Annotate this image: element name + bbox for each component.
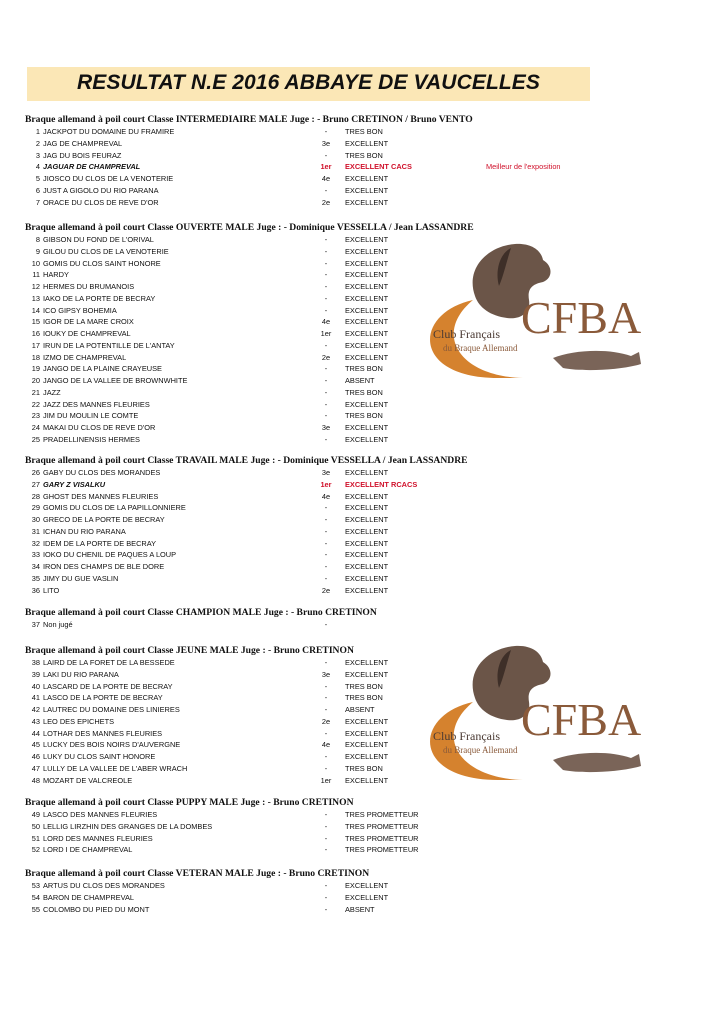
qualification: EXCELLENT (345, 881, 389, 890)
placement: - (324, 235, 328, 244)
result-row (0, 503, 725, 515)
entry-number: 6 (35, 185, 40, 195)
placement: - (324, 705, 328, 714)
qualification: TRES BON (345, 693, 383, 703)
entry-number: 35 (31, 573, 40, 583)
result-row (0, 905, 725, 917)
placement: - (324, 150, 328, 160)
entry-number: 11 (32, 270, 40, 280)
qualification: ABSENT (345, 705, 375, 714)
qualification: TRES BON (345, 411, 383, 421)
entry-number: 7 (35, 197, 40, 207)
dog-name: LORD DES MANNES FLEURIES (43, 833, 153, 843)
entry-number: 39 (31, 669, 40, 679)
result-row (0, 834, 725, 846)
result-row (0, 411, 725, 423)
dog-name: JAG DE CHAMPREVAL (43, 138, 123, 148)
placement: - (324, 562, 328, 571)
entry-number: 27 (31, 479, 40, 489)
placement: - (324, 526, 328, 536)
placement: - (324, 810, 328, 819)
placement: - (324, 658, 328, 667)
qualification: EXCELLENT (345, 585, 389, 595)
entry-number: 24 (31, 423, 40, 432)
qualification: EXCELLENT (345, 317, 389, 327)
qualification: EXCELLENT (345, 246, 389, 256)
qualification: EXCELLENT (345, 573, 389, 583)
entry-number: 36 (31, 585, 40, 595)
dog-name: LASCARD DE LA PORTE DE BECRAY (43, 681, 173, 691)
result-row (0, 174, 725, 186)
placement: - (324, 515, 328, 524)
entry-number: 47 (31, 763, 40, 773)
dog-name: IRON DES CHAMPS DE BLE DORE (43, 562, 165, 571)
result-row (0, 162, 725, 174)
placement: 1er (320, 329, 332, 338)
qualification: EXCELLENT (345, 752, 389, 761)
logo2-line1: Club Français (433, 729, 500, 743)
entry-number: 18 (31, 352, 40, 362)
section-heading: Braque allemand à poil court Classe OUVERTE MALE Juge : - Dominique VESSELLA / Jean LASSANDRE (25, 222, 474, 233)
dog-name: LEO DES EPICHETS (43, 716, 115, 726)
placement: - (324, 434, 328, 444)
award-note: Meilleur de l'exposition (486, 162, 561, 172)
entry-number: 4 (35, 162, 40, 172)
entry-number: 28 (31, 491, 40, 501)
entry-number: 2 (35, 138, 40, 148)
dog-name: LASCO DE LA PORTE DE BECRAY (43, 693, 163, 703)
result-row (0, 574, 725, 586)
placement: 1er (320, 162, 332, 172)
result-row (0, 468, 725, 480)
placement: 4e (321, 174, 331, 183)
section-heading: Braque allemand à poil court Classe TRAVAIL MALE Juge : - Dominique VESSELLA / Jean LASSANDRE (25, 455, 468, 466)
entry-number: 22 (31, 399, 40, 409)
dog-name: GIBSON DU FOND DE L'ORIVAL (43, 235, 154, 244)
entry-number: 33 (31, 550, 40, 560)
dog-name: GOMIS DU CLOS SAINT HONORE (43, 258, 161, 268)
placement: - (324, 821, 328, 831)
placement: 4e (321, 491, 331, 501)
qualification: ABSENT (345, 904, 375, 914)
section-heading: Braque allemand à poil court Classe INTERMEDIAIRE MALE Juge : - Bruno CRETINON / Bruno VENTO (25, 114, 473, 125)
dog-name: JAG DU BOIS FEURAZ (43, 150, 122, 160)
placement: - (324, 282, 328, 291)
result-row (0, 400, 725, 412)
placement: 4e (321, 740, 331, 750)
qualification: EXCELLENT (345, 515, 389, 524)
entry-number: 50 (31, 821, 40, 831)
placement: - (324, 904, 328, 914)
dog-name: LASCO DES MANNES FLEURIES (43, 810, 158, 819)
placement: - (324, 833, 328, 843)
qualification: EXCELLENT (345, 340, 389, 350)
entry-number: 8 (35, 235, 40, 244)
entry-number: 54 (31, 892, 40, 902)
qualification: EXCELLENT (345, 235, 389, 244)
qualification: EXCELLENT (345, 658, 389, 667)
placement: - (324, 127, 328, 136)
result-row (0, 527, 725, 539)
qualification: EXCELLENT (345, 174, 389, 183)
entry-number: 51 (31, 833, 40, 843)
placement: 4e (321, 317, 331, 327)
qualification: EXCELLENT (345, 669, 389, 679)
qualification: TRES BON (345, 387, 383, 397)
placement: - (324, 752, 328, 761)
qualification: TRES BON (345, 127, 383, 136)
entry-number: 23 (31, 411, 40, 421)
qualification: EXCELLENT (345, 550, 389, 560)
dog-name: BARON DE CHAMPREVAL (43, 892, 135, 902)
qualification: EXCELLENT (345, 329, 389, 338)
qualification: TRES BON (345, 364, 383, 374)
placement: - (324, 293, 328, 303)
placement: - (324, 763, 328, 773)
qualification: TRES BON (345, 763, 383, 773)
placement: 2e (321, 585, 331, 595)
logo2-line2: du Braque Allemand (443, 745, 518, 755)
qualification: EXCELLENT (345, 728, 389, 738)
entry-number: 29 (31, 503, 40, 513)
qualification: EXCELLENT (345, 423, 389, 432)
section-heading: Braque allemand à poil court Classe PUPPY MALE Juge : - Bruno CRETINON (25, 797, 354, 808)
qualification: EXCELLENT (345, 716, 389, 726)
qualification: EXCELLENT (345, 538, 389, 548)
dog-name: GILOU DU CLOS DE LA VENOTERIE (43, 246, 169, 256)
dog-name: MOZART DE VALCREOLE (43, 775, 133, 785)
entry-number: 10 (31, 258, 40, 268)
placement: 3e (321, 468, 331, 477)
placement: - (324, 185, 328, 195)
placement: - (324, 411, 328, 421)
placement: - (324, 340, 328, 350)
dog-name: IZMO DE CHAMPREVAL (43, 352, 127, 362)
dog-name: Non jugé (43, 620, 73, 629)
qualification: EXCELLENT (345, 305, 389, 315)
placement: 1er (320, 775, 332, 785)
placement: - (324, 399, 328, 409)
placement: 1er (320, 479, 332, 489)
qualification: EXCELLENT (345, 197, 389, 207)
dog-name: ICHAN DU RIO PARANA (43, 526, 126, 536)
qualification: TRES PROMETTEUR (345, 810, 419, 819)
dog-name: ARTUS DU CLOS DES MORANDES (43, 881, 165, 890)
placement: - (324, 728, 328, 738)
entry-number: 3 (35, 150, 40, 160)
qualification: TRES PROMETTEUR (345, 821, 419, 831)
result-row (0, 810, 725, 822)
dog-name: ORACE DU CLOS DE REVE D'OR (43, 197, 159, 207)
entry-number: 19 (31, 364, 40, 374)
result-row (0, 388, 725, 400)
entry-number: 42 (31, 705, 40, 714)
dog-name: GRECO DE LA PORTE DE BECRAY (43, 515, 165, 524)
qualification: EXCELLENT (345, 892, 389, 902)
qualification: TRES BON (345, 681, 383, 691)
placement: - (324, 376, 328, 385)
dog-name: JIM DU MOULIN LE COMTE (43, 411, 139, 421)
qualification: EXCELLENT (345, 775, 389, 785)
placement: 3e (321, 138, 331, 148)
cfba-logo-secondary (403, 640, 663, 790)
dog-name: JIOSCO DU CLOS DE LA VENOTERIE (43, 174, 174, 183)
entry-number: 1 (35, 127, 40, 136)
result-row (0, 515, 725, 527)
qualification: EXCELLENT (345, 503, 389, 513)
qualification: EXCELLENT (345, 434, 389, 444)
result-row (0, 198, 725, 210)
dog-name: LITO (43, 585, 60, 595)
result-row (0, 480, 725, 492)
placement: 2e (321, 197, 331, 207)
entry-number: 40 (31, 681, 40, 691)
dog-name: LULLY DE LA VALLEE DE L'ABER WRACH (43, 763, 188, 773)
dog-name: JAZZ DES MANNES FLEURIES (43, 399, 150, 409)
dog-name: JAGUAR DE CHAMPREVAL (43, 162, 141, 172)
result-row (0, 881, 725, 893)
placement: - (324, 364, 328, 374)
dog-name: IGOR DE LA MARE CROIX (43, 317, 134, 327)
entry-number: 9 (35, 246, 40, 256)
dog-name: LORD I DE CHAMPREVAL (43, 845, 133, 855)
placement: 2e (321, 352, 331, 362)
page-title: RESULTAT N.E 2016 ABBAYE DE VAUCELLES (76, 71, 541, 94)
entry-number: 55 (31, 904, 40, 914)
dog-name: COLOMBO DU PIED DU MONT (43, 904, 150, 914)
entry-number: 46 (31, 752, 40, 761)
placement: 3e (321, 423, 331, 432)
entry-number: 17 (31, 340, 40, 350)
dog-name: ICO GIPSY BOHEMIA (43, 305, 117, 315)
entry-number: 52 (31, 845, 40, 855)
result-row (0, 423, 725, 435)
dog-name: IAKO DE LA PORTE DE BECRAY (43, 293, 156, 303)
dog-name: LAKI DU RIO PARANA (43, 669, 119, 679)
dog-name: LAIRD DE LA FORET DE LA BESSEDE (43, 658, 175, 667)
result-row (0, 586, 725, 598)
dog-name: LOTHAR DES MANNES FLEURIES (43, 728, 163, 738)
placement: - (324, 681, 328, 691)
dog-name: PRADELLINENSIS HERMES (43, 434, 140, 444)
placement: 2e (321, 716, 331, 726)
dog-name: HERMES DU BRUMANOIS (43, 282, 135, 291)
qualification: TRES BON (345, 150, 383, 160)
dog-name: MAKAI DU CLOS DE REVE D'OR (43, 423, 156, 432)
qualification: TRES PROMETTEUR (345, 833, 419, 843)
placement: - (324, 387, 328, 397)
dog-name: LAUTREC DU DOMAINE DES LINIERES (43, 705, 180, 714)
qualification: EXCELLENT (345, 526, 389, 536)
dog-name: LUKY DU CLOS SAINT HONORE (43, 752, 156, 761)
entry-number: 30 (31, 515, 40, 524)
section-heading: Braque allemand à poil court Classe CHAMPION MALE Juge : - Bruno CRETINON (25, 607, 377, 618)
entry-number: 49 (31, 810, 40, 819)
result-row (0, 620, 725, 632)
placement: - (324, 270, 328, 280)
placement: - (324, 881, 328, 890)
dog-name: IOKO DU CHENIL DE PAQUES A LOUP (43, 550, 177, 560)
result-row (0, 550, 725, 562)
dog-name: GARY Z VISALKU (43, 479, 106, 489)
qualification: EXCELLENT RCACS (345, 479, 418, 489)
section-heading: Braque allemand à poil court Classe JEUNE MALE Juge : - Bruno CRETINON (25, 645, 354, 656)
entry-number: 21 (31, 387, 40, 397)
result-row (0, 845, 725, 857)
placement: - (324, 503, 328, 513)
entry-number: 13 (31, 293, 40, 303)
result-row (0, 186, 725, 198)
placement: - (324, 246, 328, 256)
entry-number: 37 (31, 620, 40, 629)
dog-name: GABY DU CLOS DES MORANDES (43, 468, 161, 477)
result-row (0, 492, 725, 504)
entry-number: 14 (31, 305, 40, 315)
qualification: EXCELLENT CACS (345, 162, 412, 172)
qualification: EXCELLENT (345, 562, 389, 571)
qualification: TRES PROMETTEUR (345, 845, 419, 855)
entry-number: 5 (35, 174, 40, 183)
entry-number: 15 (31, 317, 40, 327)
cfba-logo (403, 238, 663, 388)
entry-number: 48 (31, 775, 40, 785)
result-row (0, 822, 725, 834)
result-row (0, 562, 725, 574)
result-row (0, 127, 725, 139)
entry-number: 38 (31, 658, 40, 667)
logo-line1: Club Français (433, 327, 500, 341)
placement: - (324, 620, 328, 629)
result-row (0, 539, 725, 551)
qualification: EXCELLENT (345, 185, 389, 195)
placement: - (324, 538, 328, 548)
dog-name: JANGO DE LA PLAINE CRAYEUSE (43, 364, 162, 374)
dog-name: GOMIS DU CLOS DE LA PAPILLONNIERE (43, 503, 186, 513)
qualification: EXCELLENT (345, 282, 389, 291)
entry-number: 25 (31, 434, 40, 444)
qualification: EXCELLENT (345, 138, 389, 148)
dog-name: JUST A GIGOLO DU RIO PARANA (43, 185, 159, 195)
entry-number: 53 (31, 881, 40, 890)
dog-name: JACKPOT DU DOMAINE DU FRAMIRE (43, 127, 175, 136)
entry-number: 44 (31, 728, 40, 738)
entry-number: 26 (31, 468, 40, 477)
dog-name: IRUN DE LA POTENTILLE DE L'ANTAY (43, 340, 175, 350)
entry-number: 45 (31, 740, 40, 750)
dog-name: IDEM DE LA PORTE DE BECRAY (43, 538, 157, 548)
entry-number: 34 (31, 562, 40, 571)
dog-name: HARDY (43, 270, 69, 280)
entry-number: 41 (31, 693, 40, 703)
qualification: EXCELLENT (345, 258, 389, 268)
qualification: EXCELLENT (345, 352, 389, 362)
title-band (27, 67, 590, 101)
dog-name: LELLIG LIRZHIN DES GRANGES DE LA DOMBES (43, 821, 213, 831)
placement: - (324, 258, 328, 268)
section-heading: Braque allemand à poil court Classe VETERAN MALE Juge : - Bruno CRETINON (25, 868, 370, 879)
qualification: EXCELLENT (345, 740, 389, 750)
dog-name: JIMY DU GUE VASLIN (43, 573, 119, 583)
entry-number: 32 (31, 538, 40, 548)
placement: - (324, 573, 328, 583)
entry-number: 31 (31, 526, 40, 536)
qualification: EXCELLENT (345, 293, 389, 303)
entry-number: 20 (31, 376, 40, 385)
qualification: EXCELLENT (345, 468, 389, 477)
qualification: EXCELLENT (345, 399, 389, 409)
placement: - (324, 892, 328, 902)
dog-name: IOUKY DE CHAMPREVAL (43, 329, 131, 338)
placement: - (324, 693, 328, 703)
entry-number: 12 (31, 282, 40, 291)
placement: 3e (321, 669, 331, 679)
cfba-logo-secondary-graphic (403, 640, 663, 790)
qualification: EXCELLENT (345, 270, 389, 280)
logo2-main-text: CFBA (521, 694, 642, 745)
logo-main-text: CFBA (521, 292, 642, 343)
placement: - (324, 305, 328, 315)
qualification: ABSENT (345, 376, 375, 385)
placement: - (324, 550, 328, 560)
result-row (0, 435, 725, 447)
entry-number: 16 (31, 329, 40, 338)
result-row (0, 139, 725, 151)
dog-name: JANGO DE LA VALLEE DE BROWNWHITE (43, 376, 188, 385)
logo-line2: du Braque Allemand (443, 343, 518, 353)
qualification: EXCELLENT (345, 491, 389, 501)
dog-name: GHOST DES MANNES FLEURIES (43, 491, 159, 501)
result-row (0, 151, 725, 163)
placement: - (324, 845, 328, 855)
result-row (0, 893, 725, 905)
dog-name: JAZZ (43, 387, 61, 397)
dog-name: LUCKY DES BOIS NOIRS D'AUVERGNE (43, 740, 181, 750)
cfba-logo-graphic (403, 238, 663, 388)
entry-number: 43 (31, 716, 40, 726)
